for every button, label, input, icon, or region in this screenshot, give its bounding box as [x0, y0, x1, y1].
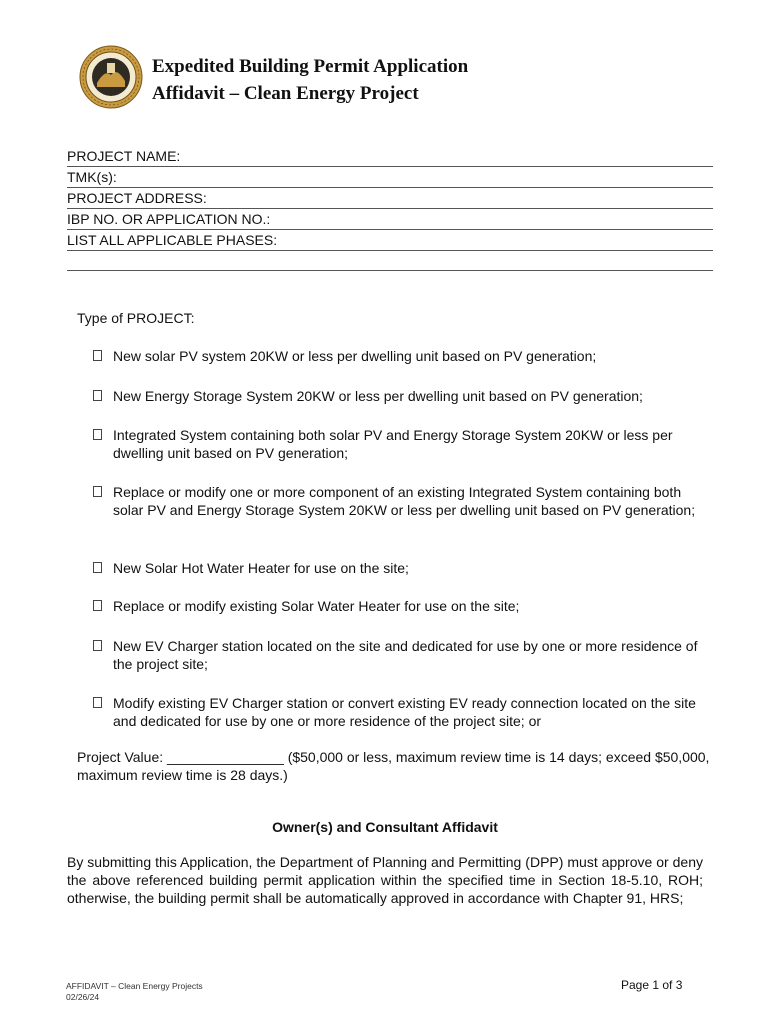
checkbox[interactable]	[93, 350, 102, 361]
application-number-field[interactable]: IBP NO. OR APPLICATION NO.:	[67, 209, 713, 230]
project-type-option: New Solar Hot Water Heater for use on the site;	[93, 559, 703, 577]
project-type-label: Type of PROJECT:	[77, 310, 195, 326]
project-address-field[interactable]: PROJECT ADDRESS:	[67, 188, 713, 209]
affidavit-heading: Owner(s) and Consultant Affidavit	[272, 819, 498, 835]
city-county-seal-icon	[79, 45, 143, 109]
checkbox[interactable]	[93, 390, 102, 401]
project-type-option: Replace or modify one or more component of an existing Integrated System containing both solar PV and Energy Storage System 20KW or less per dwelling unit based on PV generation;	[93, 483, 703, 519]
page-number: Page 1 of 3	[621, 978, 683, 992]
title-line-2: Affidavit – Clean Energy Project	[152, 83, 419, 104]
checkbox[interactable]	[93, 697, 102, 708]
applicable-phases-field[interactable]: LIST ALL APPLICABLE PHASES:	[67, 230, 713, 251]
title-line-1: Expedited Building Permit Application	[152, 56, 469, 77]
affidavit-paragraph: By submitting this Application, the Department of Planning and Permitting (DPP) must approve or deny the above referenced building permit application within the specified time in Section 18-5.10, ROH; otherwise, the building permit shall be automatically approved in accordance with Chapter 91, HRS;	[67, 854, 703, 906]
footer-date: 02/26/24	[66, 992, 100, 1002]
project-type-option: Integrated System containing both solar PV and Energy Storage System 20KW or less per dwelling unit based on PV generation;	[93, 426, 703, 462]
footer-doc-name: AFFIDAVIT – Clean Energy Projects	[66, 981, 203, 991]
tmk-field[interactable]: TMK(s):	[67, 167, 713, 188]
checkbox[interactable]	[93, 562, 102, 573]
project-type-option: New EV Charger station located on the site and dedicated for use by one or more residence of the project site;	[93, 637, 703, 673]
checkbox[interactable]	[93, 600, 102, 611]
project-type-option: Modify existing EV Charger station or convert existing EV ready connection located on the site and dedicated for use by one or more residence of the project site; or	[93, 694, 703, 730]
checkbox[interactable]	[93, 429, 102, 440]
project-type-option: New solar PV system 20KW or less per dwelling unit based on PV generation;	[93, 347, 703, 365]
checkbox[interactable]	[93, 486, 102, 497]
checkbox[interactable]	[93, 640, 102, 651]
page-title	[152, 53, 468, 107]
project-type-option: Replace or modify existing Solar Water Heater for use on the site;	[93, 597, 703, 615]
project-value-field[interactable]: Project Value: _______________ ($50,000 or less, maximum review time is 14 days; exceed $50,000, maximum review time is 28 days.)	[77, 749, 710, 783]
project-name-field[interactable]: PROJECT NAME:	[67, 146, 713, 167]
phases-continuation-line[interactable]	[67, 270, 713, 271]
project-type-option: New Energy Storage System 20KW or less per dwelling unit based on PV generation;	[93, 387, 703, 405]
footer-document-info	[66, 981, 203, 1003]
